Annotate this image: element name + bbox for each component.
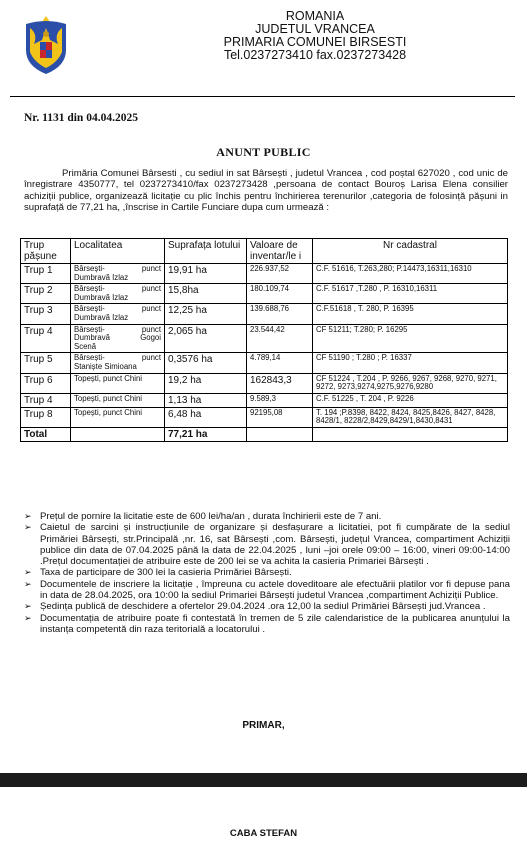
list-item: ➢ Documentația de atribuire poate fi contestată în tremen de 5 zile calendaristice de la publicarea anunțului la instanța competentă din raza teritorială a locatorului .	[24, 612, 510, 635]
table-row: Trup 4 Topești, punct Chini 1,13 ha 9.589,3 C.F. 51225 , T. 204 , P. 9226	[21, 393, 508, 407]
table-row: Trup 2 Bârsești- punct Dumbravă Izlaz 15,8ha 180.109,74 C.F. 51617 ,T.280 , P. 16310,16311	[21, 284, 508, 304]
parcels-table	[20, 238, 508, 442]
table-total-row: Total 77,21 ha	[21, 427, 508, 441]
arrow-bullet-icon: ➢	[24, 522, 32, 533]
header-divider	[10, 96, 515, 97]
table-row: Trup 6 Topești, punct Chini 19,2 ha 162843,3 CF 51224 , T.204 , P. 9266, 9267, 9268, 9270, 9271, 9272, 9273,9274,9275,9276,9280	[21, 373, 508, 393]
arrow-bullet-icon: ➢	[24, 511, 32, 521]
document-title: ANUNT PUBLIC	[216, 145, 311, 159]
header-contact: Tel.0237273410 fax.0237273428	[223, 48, 407, 62]
table-row: Trup 5 Bârsești- punct Staniște Simioana 0,3576 ha 4.789,14 CF 51190 ; T.280 ; P. 16337	[21, 353, 508, 373]
signature-name: CABA STEFAN	[229, 828, 298, 839]
conditions-list	[24, 511, 510, 635]
header-county: JUDETUL VRANCEA	[255, 22, 375, 36]
header-cadastral: Nr cadastral	[313, 239, 508, 264]
list-item: ➢ Ședința publică de deschidere a ofertelor 29.04.2024 .ora 12,00 la sediul Primăriei Bârsești jud.Vrancea .	[24, 601, 486, 613]
header-trup: Trup pășune	[21, 239, 71, 264]
table-row: Trup 3 Bârsești- punct Dumbravă Izlaz 12,25 ha 139.688,76 C.F.51618 , T. 280, P. 16395	[21, 304, 508, 324]
header-area: Suprafața lotului	[165, 239, 247, 264]
document-reference: Nr. 1131 din 04.04.2025	[24, 112, 138, 124]
table-row: Trup 8 Topești, punct Chini 6,48 ha 92195,08 T. 194 ;P.8398, 8422, 8424, 8425,8426, 8427, 8428, 8428/1, 8228/2,8429,8429/1,8430,8431	[21, 407, 508, 427]
list-item: ➢ Prețul de pornire la licitatie este de 600 lei/ha/an , durata închirierii este de 7 ani.	[24, 511, 382, 522]
list-item: ➢ Taxa de participare de 300 lei la casieria Primăriei Bârsești.	[24, 567, 292, 579]
intro-paragraph: Primăria Comunei Bârsesti , cu sediul in sat Bârsești , judetul Vrancea , cod poștal 627020 , cod unic de înregistrare 4350777, tel 0237273410/fax 0237273428 ,persoana de contact Bouroș Larisa Elena consilier achiziții publice, organizează licitație cu plic închis pentru închirierea terenurilor ,categoria de folosință pășuni in suprafață de 77,21 ha, ,înscrise in Cartile Funciare dupa cum urmează :	[24, 168, 508, 213]
list-item: ➢ Documentele de inscriere la licitație , împreuna cu actele doveditoare ale efectuării platilor vor fi depuse pana in data de 28.04.2025, ora 10:00 la sediul Primariei Bârsești judetul Vrancea ,compartiment Achiziții Publice.	[24, 578, 510, 602]
signature-role: PRIMAR,	[242, 720, 285, 731]
header-locality: Localitatea	[71, 239, 165, 264]
header-country: ROMANIA	[285, 9, 345, 23]
arrow-bullet-icon: ➢	[24, 601, 32, 612]
list-item: ➢ Caietul de sarcini și instrucțiunile de organizare și desfașurare a licitatiei, pot fi cumpărate de la sediul Primăriei Bârsești, str.Principală ,nr. 16, sat Bârsești ,com. Bârsești, județul Vrancea, compartiment Achiziții publice din data de 07.04.2025 până la data de 22.04.2025 , luni –joi orele 09:00 – 16:00, vineri 09:00-14:00 .Prețul documentației de atribuire este de 200 lei se va achita la casieria Primariei Bârsești .	[24, 522, 510, 568]
arrow-bullet-icon: ➢	[24, 567, 32, 578]
arrow-bullet-icon: ➢	[24, 578, 32, 589]
header-institution: PRIMARIA COMUNEI BIRSESTI	[223, 35, 407, 49]
arrow-bullet-icon: ➢	[24, 612, 32, 623]
table-row: Trup 1 Bârsești- punct Dumbravă Izlaz 19,91 ha 226.937,52 C.F. 51616, T.263,280; P.14473,16311,16310	[21, 264, 508, 284]
table-row: Trup 4 Bârsești- punct Dumbravă Gogoi Scenă 2,065 ha 23.544,42 CF 51211; T.280; P. 16295	[21, 324, 508, 353]
table-header-row	[21, 239, 508, 264]
institution-header	[150, 10, 480, 62]
header-value: Valoare de inventar/le i	[247, 239, 313, 264]
page-separator-band	[0, 773, 527, 787]
coat-of-arms-icon	[22, 14, 70, 76]
